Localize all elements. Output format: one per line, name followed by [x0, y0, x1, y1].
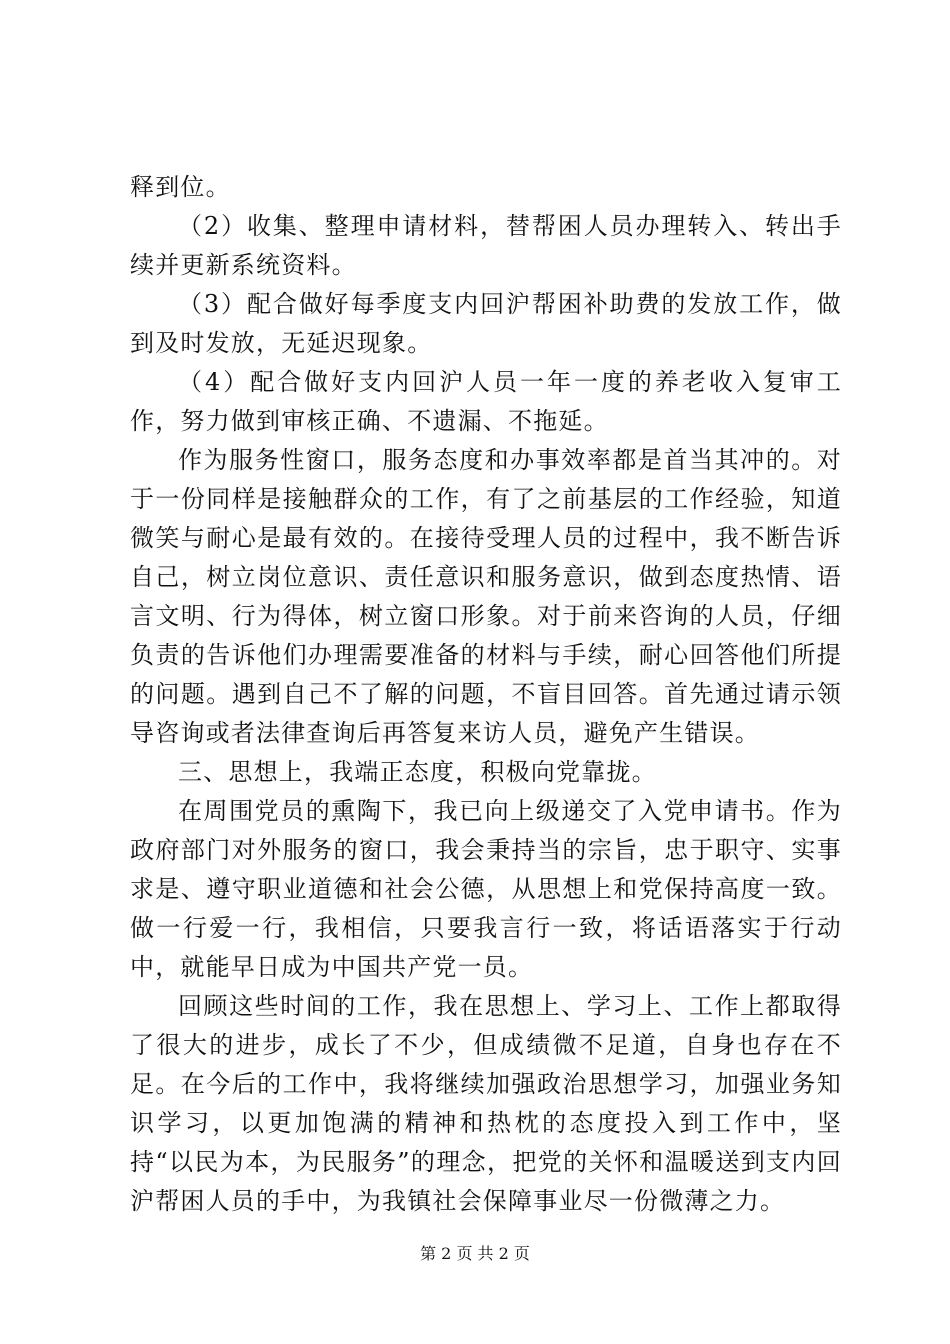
paragraph-party-application: 在周围党员的熏陶下，我已向上级递交了入党申请书。作为政府部门对外服务的窗口，我会秉持当的宗旨，忠于职守、实事求是、遵守职业道德和社会公德，从思想上和党保持高度一致。做一行爱一行，我相信，只要我言行一致，将话语落实于行动中，就能早日成为中国共产党一员。	[130, 797, 842, 981]
paragraph-item-2: （2）收集、整理申请材料，替帮困人员办理转入、转出手续并更新系统资料。	[130, 212, 842, 279]
document-body	[130, 168, 842, 1221]
paragraph-item-3: （3）配合做好每季度支内回沪帮困补助费的发放工作，做到及时发放，无延迟现象。	[130, 290, 842, 357]
paragraph-conclusion: 回顾这些时间的工作，我在思想上、学习上、工作上都取得了很大的进步，成长了不少，但成绩微不足道，自身也存在不足。在今后的工作中，我将继续加强政治思想学习，加强业务知识学习，以更加饱满的精神和热枕的态度投入到工作中，坚持“以民为本，为民服务”的理念，把党的关怀和温暖送到支内回沪帮困人员的手中，为我镇社会保障事业尽一份微薄之力。	[130, 992, 842, 1215]
paragraph-continuation: 释到位。	[130, 173, 231, 201]
page-number-footer: 第 2 页 共 2 页	[420, 1244, 530, 1263]
section-heading-3: 三、思想上，我端正态度，积极向党靠拢。	[178, 758, 657, 786]
paragraph-service-attitude: 作为服务性窗口，服务态度和办事效率都是首当其冲的。对于一份同样是接触群众的工作，有了之前基层的工作经验，知道微笑与耐心是最有效的。在接待受理人员的过程中，我不断告诉自己，树立岗位意识、责任意识和服务意识，做到态度热情、语言文明、行为得体，树立窗口形象。对于前来咨询的人员，仔细负责的告诉他们办理需要准备的材料与手续，耐心回答他们所提的问题。遇到自己不了解的问题，不盲目回答。首先通过请示领导咨询或者法律查询后再答复来访人员，避免产生错误。	[130, 446, 842, 747]
paragraph-item-4: （4）配合做好支内回沪人员一年一度的养老收入复审工作，努力做到审核正确、不遗漏、不拖延。	[130, 368, 842, 435]
